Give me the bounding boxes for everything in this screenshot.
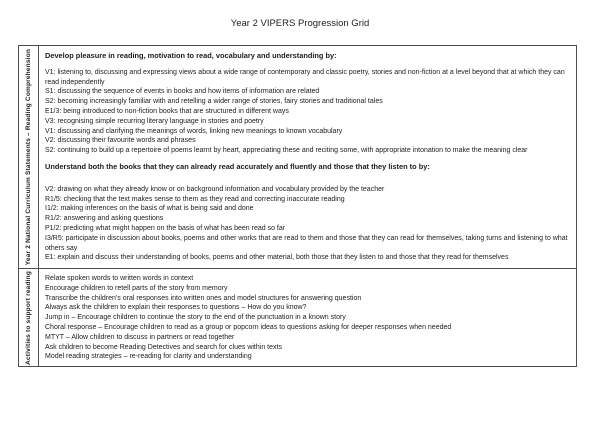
statement-line: P1/2: predicting what might happen on the basis of what has been read so far — [45, 224, 286, 232]
statement-line: R1/5: checking that the text makes sense to them as they read and correcting inaccurate reading — [45, 195, 345, 203]
activity-line: Jump in – Encourage children to continue the story to the end of the punctuation in a known story — [45, 314, 346, 322]
grid-row-activities — [19, 268, 576, 366]
statement-line: S2: becoming increasingly familiar with and retelling a wider range of stories, fairy stories and traditional tales — [45, 98, 383, 106]
activity-line: Transcribe the children's oral responses into written ones and model structures for answering question — [45, 294, 362, 302]
statement-line: V1: listening to, discussing and expressing views about a wide range of contemporary and classic poetry, stories and non-fiction at a level beyond that at which they can read independently — [45, 68, 565, 86]
activity-line: Ask children to become Reading Detectives and search for clues within texts — [45, 343, 282, 351]
grid-row-curriculum-statements — [19, 46, 576, 268]
statement-line: R1/2: answering and asking questions — [45, 215, 164, 223]
activity-line: Relate spoken words to written words in context — [45, 275, 194, 282]
activity-line: Model reading strategies – re-reading for clarity and understanding — [45, 353, 252, 361]
statement-line: I1/2: making inferences on the basis of what is being said and done — [45, 205, 254, 213]
progression-grid — [18, 45, 577, 367]
statement-line: V3: recognising simple recurring literary language in stories and poetry — [45, 117, 264, 125]
statement-line: V2: drawing on what they already know or on background information and vocabulary provided by the teacher — [45, 185, 385, 193]
row-content-curriculum-statements — [39, 46, 576, 268]
section-heading: Develop pleasure in reading, motivation to read, vocabulary and understanding by: — [45, 51, 337, 60]
section-understand-books — [45, 162, 570, 263]
activity-line: Choral response – Encourage children to read as a group or popcorn ideas to questions asking for deeper responses when needed — [45, 323, 452, 331]
row-label-text: Year 2 National Curriculum Statements – Reading Comprehension — [25, 48, 32, 266]
section-develop-pleasure — [45, 51, 570, 156]
section-activities — [45, 274, 570, 362]
row-label-activities — [19, 269, 39, 366]
statement-line: V1: discussing and clarifying the meanings of words, linking new meanings to known vocabulary — [45, 127, 343, 135]
statement-line: E1/3: being introduced to non-fiction books that are structured in different ways — [45, 107, 289, 115]
statement-line: I3/R5: participate in discussion about books, poems and other works that are read to them and those that they can read for themselves, taking turns and listening to what others say — [45, 234, 568, 252]
page-title: Year 2 VIPERS Progression Grid — [230, 18, 370, 29]
activity-line: Always ask the children to explain their responses to questions – How do you know? — [45, 304, 307, 312]
statement-line: V2: discussing their favourite words and phrases — [45, 137, 196, 145]
statement-line: S1: discussing the sequence of events in books and how items of information are related — [45, 88, 320, 96]
statement-line: E1: explain and discuss their understanding of books, poems and other material, both those that they listen to and those that they read for themselves — [45, 254, 509, 262]
row-content-activities — [39, 269, 576, 366]
activity-line: MTYT – Allow children to discuss in partners or read together — [45, 333, 235, 341]
statement-line: S2: continuing to build up a repertoire of poems learnt by heart, appreciating these and reciting some, with appropriate intonation to make the meaning clear — [45, 147, 528, 155]
section-heading: Understand both the books that they can already read accurately and fluently and those that they listen to by: — [45, 161, 430, 171]
row-label-curriculum-statements — [19, 46, 39, 268]
activity-line: Encourage children to retell parts of the story from memory — [45, 284, 228, 292]
row-label-text: Activities to support reading — [25, 270, 32, 365]
